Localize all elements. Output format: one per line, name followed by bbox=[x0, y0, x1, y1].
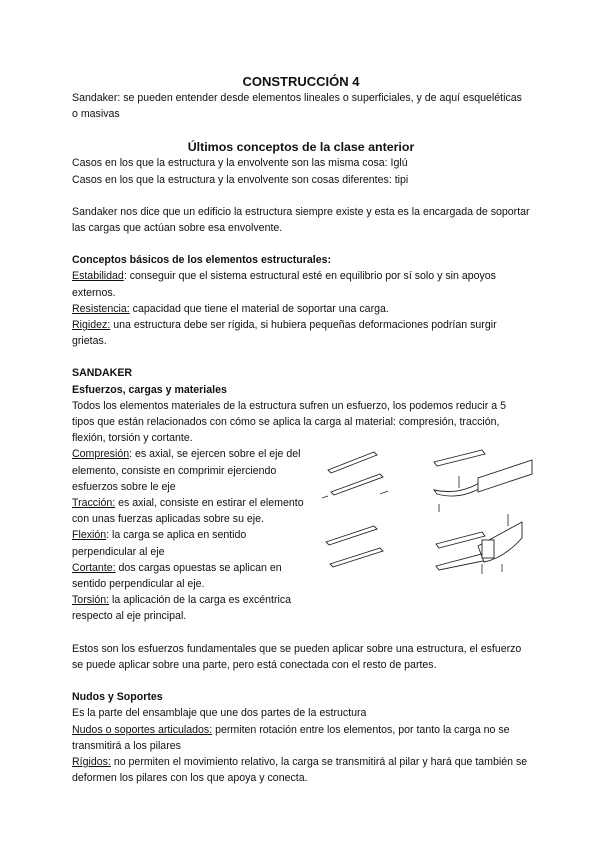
section-heading-ultimos-conceptos: Últimos conceptos de la clase anterior bbox=[187, 140, 415, 155]
esfuerzo-term: Compresión bbox=[72, 448, 130, 461]
nudo-text: permiten rotación entre los elementos, por tanto la carga no se transmitirá a los pilares bbox=[72, 723, 510, 752]
concept-text: : conseguir que el sistema estructural esté en equilibrio por sí solo y sin apoyos externos. bbox=[72, 270, 496, 299]
section-heading-sandaker: SANDAKER bbox=[72, 367, 133, 380]
concept-term: Resistencia: bbox=[72, 302, 130, 315]
esfuerzo-text: : la carga se aplica en sentido perpendicular al eje bbox=[72, 529, 247, 558]
esfuerzo-term: Torsión: bbox=[72, 594, 110, 607]
concept-rigidez bbox=[72, 317, 530, 349]
section-subheading-esfuerzos: Esfuerzos, cargas y materiales bbox=[72, 383, 227, 396]
concept-resistencia bbox=[72, 301, 530, 317]
esfuerzo-text: es axial, consiste en estirar el elemento con unas fuerzas aplicadas sobre su eje. bbox=[72, 497, 304, 526]
concept-term: Estabilidad bbox=[72, 270, 124, 283]
esfuerzo-compresion bbox=[72, 446, 304, 495]
case-line-tipi: Casos en los que la estructura y la envolvente son cosas diferentes: tipi bbox=[72, 173, 409, 186]
esfuerzo-traccion bbox=[72, 495, 304, 527]
esfuerzos-paragraph: Todos los elementos materiales de la estructura sufren un esfuerzo, los podemos reducir a 5 tipos que están relacionados con cómo se aplica la carga al material: compresión, tracción, flexión, torsión y cortante. bbox=[72, 399, 506, 445]
esfuerzos-illustration bbox=[322, 446, 538, 596]
concept-estabilidad bbox=[72, 268, 530, 300]
esfuerzo-flexion bbox=[72, 527, 304, 559]
esfuerzo-torsion bbox=[72, 592, 304, 624]
section-heading-nudos: Nudos y Soportes bbox=[72, 691, 163, 704]
document-page bbox=[72, 74, 530, 786]
esfuerzo-text: : es axial, se ejercen sobre el eje del elemento, consiste en comprimir ejerciendo esfuerzos sobre le eje bbox=[72, 448, 301, 493]
nudo-articulado bbox=[72, 722, 530, 754]
esfuerzo-term: Cortante: bbox=[72, 561, 116, 574]
case-line-iglu: Casos en los que la estructura y la envolvente son las misma cosa: Iglú bbox=[72, 157, 408, 170]
esfuerzos-block bbox=[72, 446, 530, 624]
nudo-term: Nudos o soportes articulados: bbox=[72, 723, 213, 736]
section-heading-conceptos-basicos: Conceptos básicos de los elementos estructurales: bbox=[72, 254, 332, 267]
concept-term: Rigidez: bbox=[72, 319, 111, 332]
esfuerzos-list bbox=[72, 446, 304, 624]
beam-drawings bbox=[478, 460, 532, 562]
stress-types-drawing bbox=[322, 446, 538, 596]
nudo-rigido bbox=[72, 754, 530, 786]
nudo-text: no permiten el movimiento relativo, la carga se transmitirá al pilar y hará que también se deformen los pilares con los que apoya y conecta. bbox=[72, 755, 528, 785]
sandaker-paragraph: Sandaker nos dice que un edificio la estructura siempre existe y esta es la encargada de soportar las cargas que actúan sobre esa envolvente. bbox=[72, 205, 530, 235]
esfuerzo-term: Tracción: bbox=[72, 497, 116, 510]
concept-text: una estructura debe ser rígida, si hubiera pequeñas deformaciones podrían surgir grietas. bbox=[72, 319, 497, 348]
compression-bars bbox=[326, 452, 383, 567]
nudos-definition: Es la parte del ensamblaje que une dos partes de la estructura bbox=[72, 707, 367, 720]
esfuerzos-summary-paragraph: Estos son los esfuerzos fundamentales que se pueden aplicar sobre una estructura, el esfuerzo se puede aplicar sobre una parte, pero está conectada con el resto de partes. bbox=[72, 642, 522, 671]
esfuerzo-cortante bbox=[72, 560, 304, 592]
nudo-term: Rígidos: bbox=[72, 755, 111, 768]
concept-text: capacidad que tiene el material de soportar una carga. bbox=[129, 302, 389, 315]
intro-paragraph: Sandaker: se pueden entender desde elementos lineales o superficiales, y de aquí esqueléticas o masivas bbox=[72, 92, 522, 121]
esfuerzo-term: Flexión bbox=[72, 529, 107, 542]
esfuerzo-text: dos cargas opuestas se aplican en sentido perpendicular al eje. bbox=[72, 561, 282, 591]
page-title: CONSTRUCCIÓN 4 bbox=[242, 74, 360, 89]
esfuerzo-text: la aplicación de la carga es excéntrica respecto al eje principal. bbox=[72, 594, 292, 623]
